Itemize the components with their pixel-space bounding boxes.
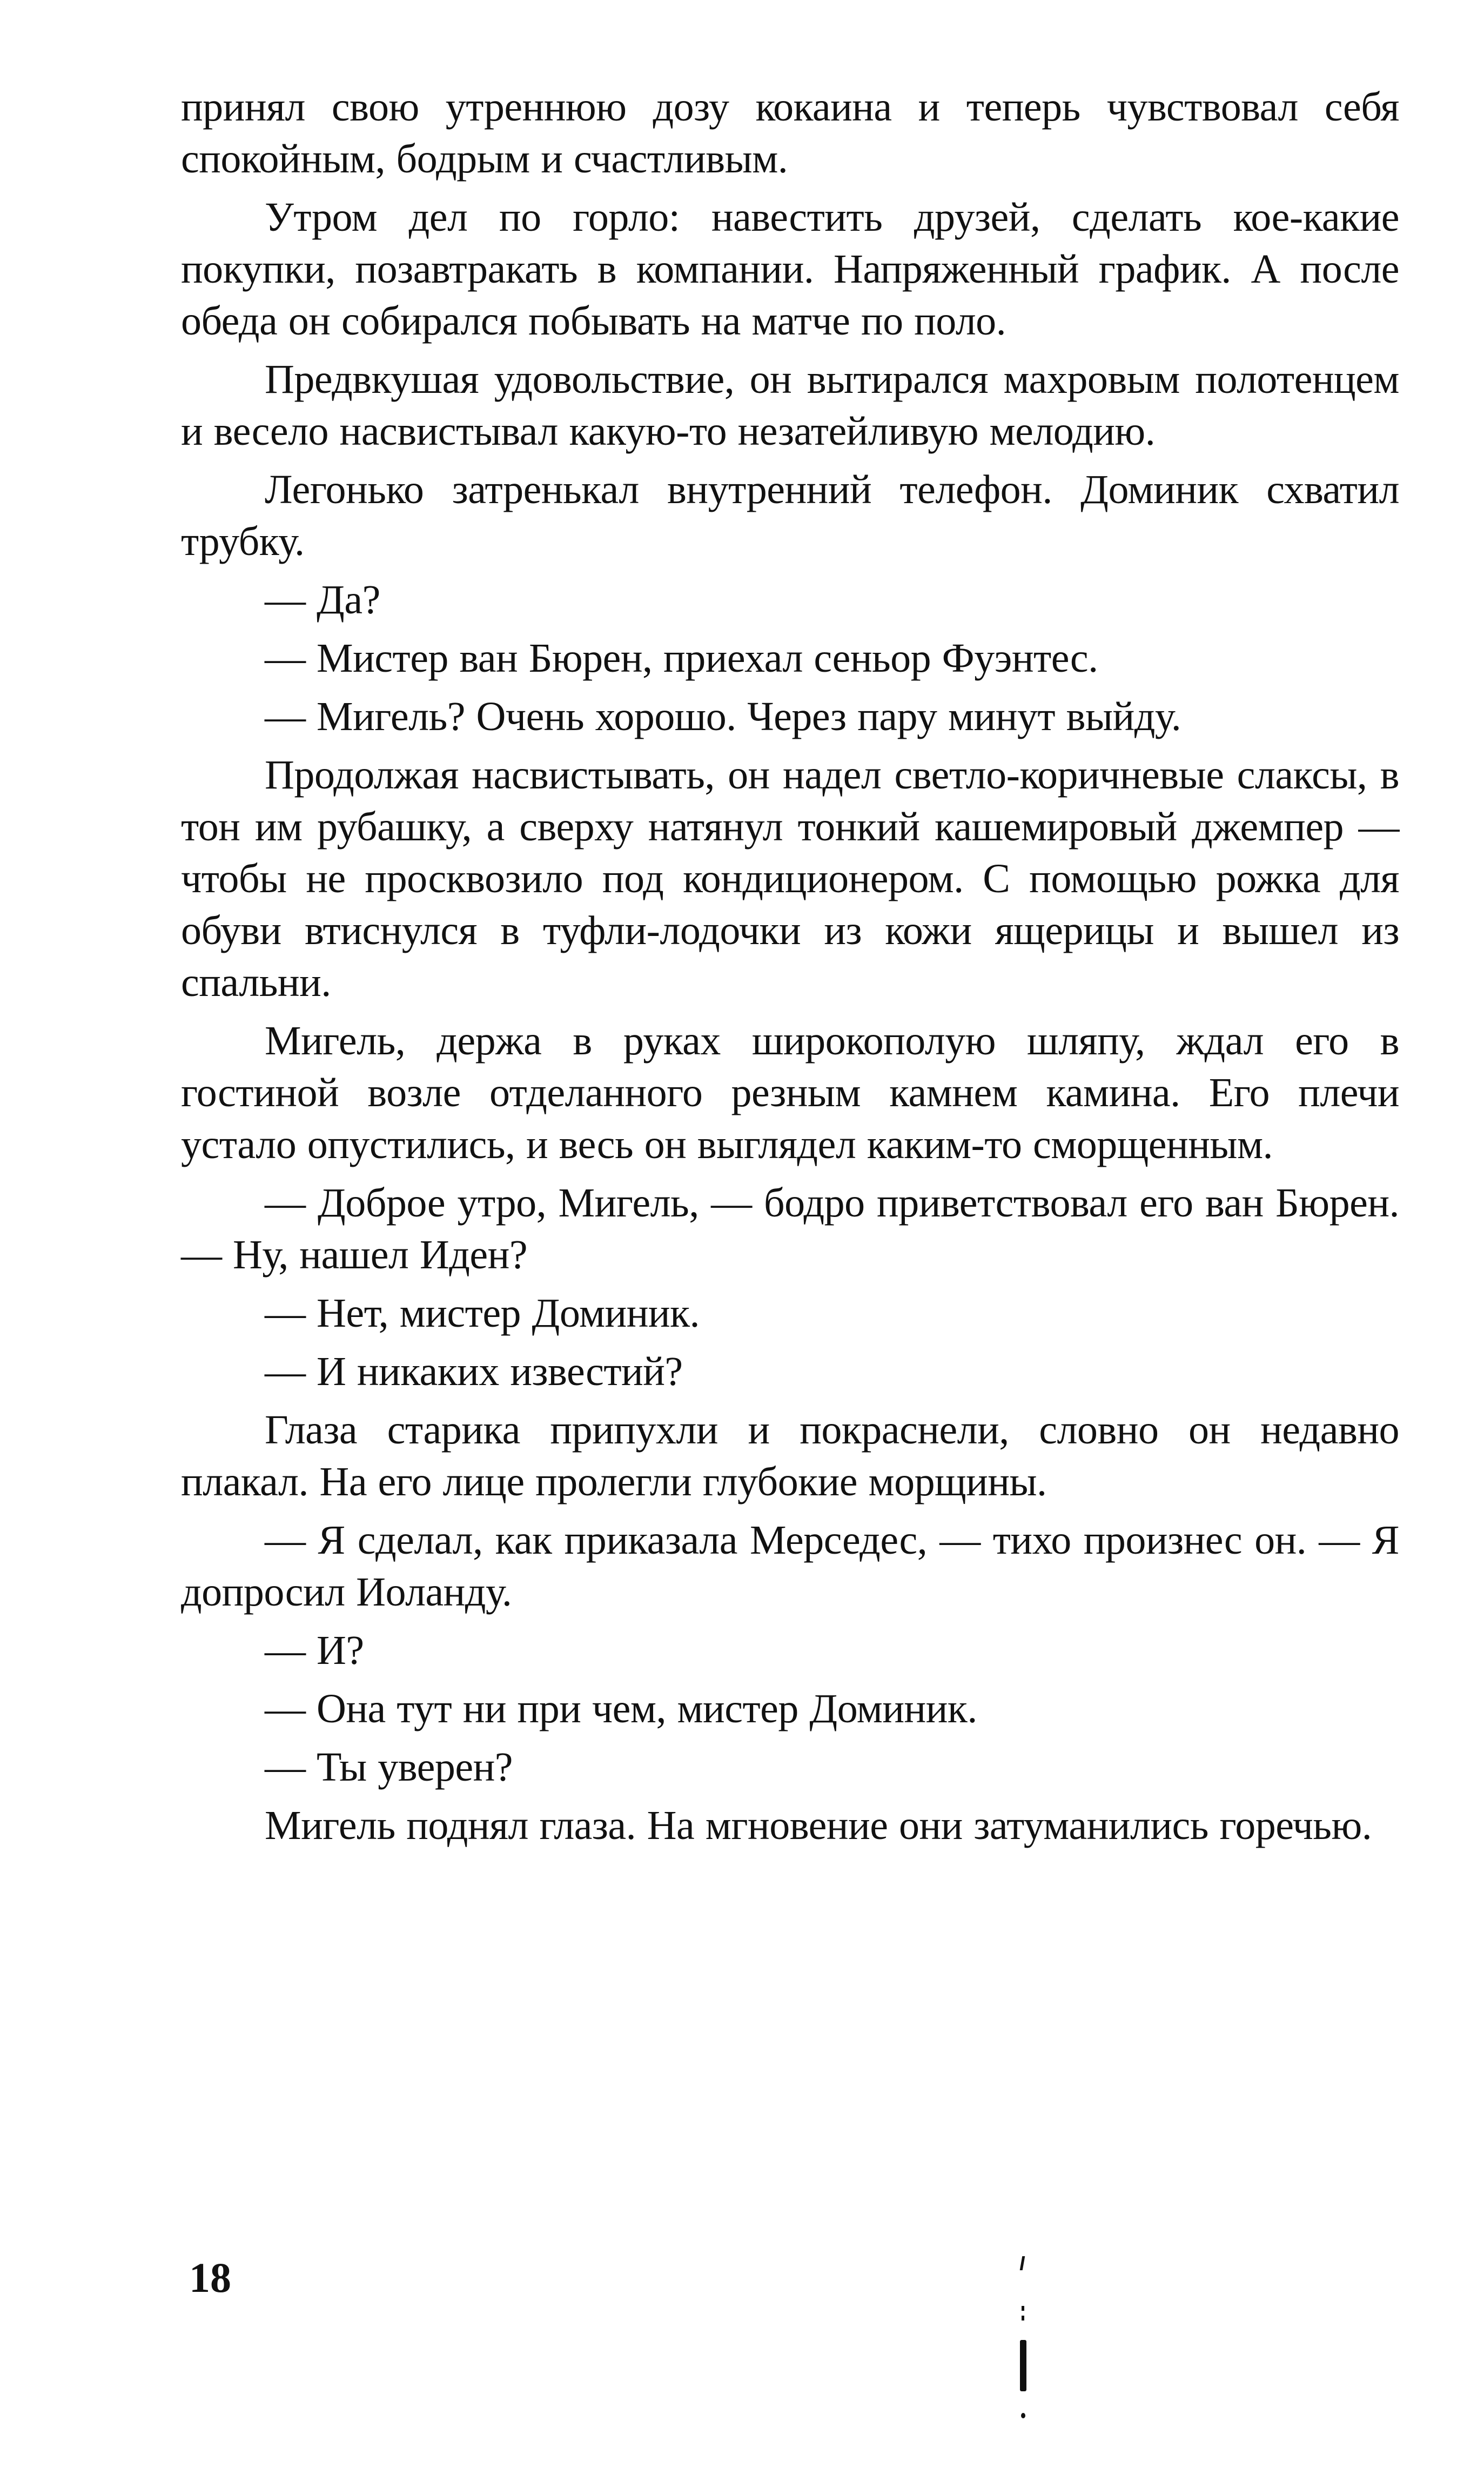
paragraph-10: — Доброе утро, Мигель, — бодро приветствовал его ван Бюрен. — Ну, нашел Иден?	[181, 1180, 1399, 1278]
paragraph-13: Глаза старика припухли и покраснели, словно он недавно плакал. На его лице пролегли глубокие морщины.	[181, 1407, 1399, 1504]
paragraph-15: — И?	[265, 1628, 364, 1673]
paragraph-14: — Я сделал, как приказала Мерседес, — тихо произнес он. — Я допросил Иоланду.	[181, 1517, 1399, 1615]
scan-mark	[1022, 2316, 1024, 2320]
scan-mark	[1020, 2256, 1025, 2270]
paragraph-1: принял свою утреннюю дозу кокаина и теперь чувствовал себя спокойным, бодрым и счастливым.	[181, 84, 1399, 182]
paragraph-5: — Да?	[265, 577, 380, 623]
scan-margin-marks	[1015, 2256, 1031, 2451]
paragraph-3: Предвкушая удовольствие, он вытирался махровым полотенцем и весело насвистывал какую-то незатейливую мелодию.	[181, 357, 1399, 454]
paragraph-16: — Она тут ни при чем, мистер Доминик.	[265, 1686, 977, 1731]
paragraph-11: — Нет, мистер Доминик.	[265, 1290, 700, 1336]
paragraph-18: Мигель поднял глаза. На мгновение они затуманились горечью.	[265, 1803, 1372, 1848]
paragraph-6: — Мистер ван Бюрен, приехал сеньор Фуэнтес.	[265, 636, 1098, 681]
paragraph-9: Мигель, держа в руках широкополую шляпу, ждал его в гостиной возле отделанного резным камнем камина. Его плечи устало опустились, и весь он выглядел каким-то сморщенным.	[181, 1018, 1399, 1167]
paragraph-8: Продолжая насвистывать, он надел светло-коричневые слаксы, в тон им рубашку, а сверху натянул тонкий кашемировый джемпер — чтобы не просквозило под кондиционером. С помощью рожка для обуви втиснулся в туфли-лодочки из кожи ящерицы и вышел из спальни.	[181, 752, 1399, 1005]
paragraph-4: Легонько затренькал внутренний телефон. Доминик схватил трубку.	[181, 467, 1399, 564]
page-number: 18	[189, 2254, 231, 2301]
scan-mark	[1021, 2413, 1025, 2418]
page-body	[181, 81, 1399, 1851]
paragraph-12: — И никаких известий?	[265, 1349, 683, 1394]
paragraph-7: — Мигель? Очень хорошо. Через пару минут выйду.	[265, 694, 1181, 739]
scan-mark	[1022, 2306, 1024, 2311]
paragraph-17: — Ты уверен?	[265, 1744, 513, 1790]
paragraph-2: Утром дел по горло: навестить друзей, сделать кое-какие покупки, позавтракать в компании. Напряженный график. А после обеда он собирался побывать на матче по поло.	[181, 195, 1399, 344]
scan-mark	[1020, 2340, 1026, 2391]
